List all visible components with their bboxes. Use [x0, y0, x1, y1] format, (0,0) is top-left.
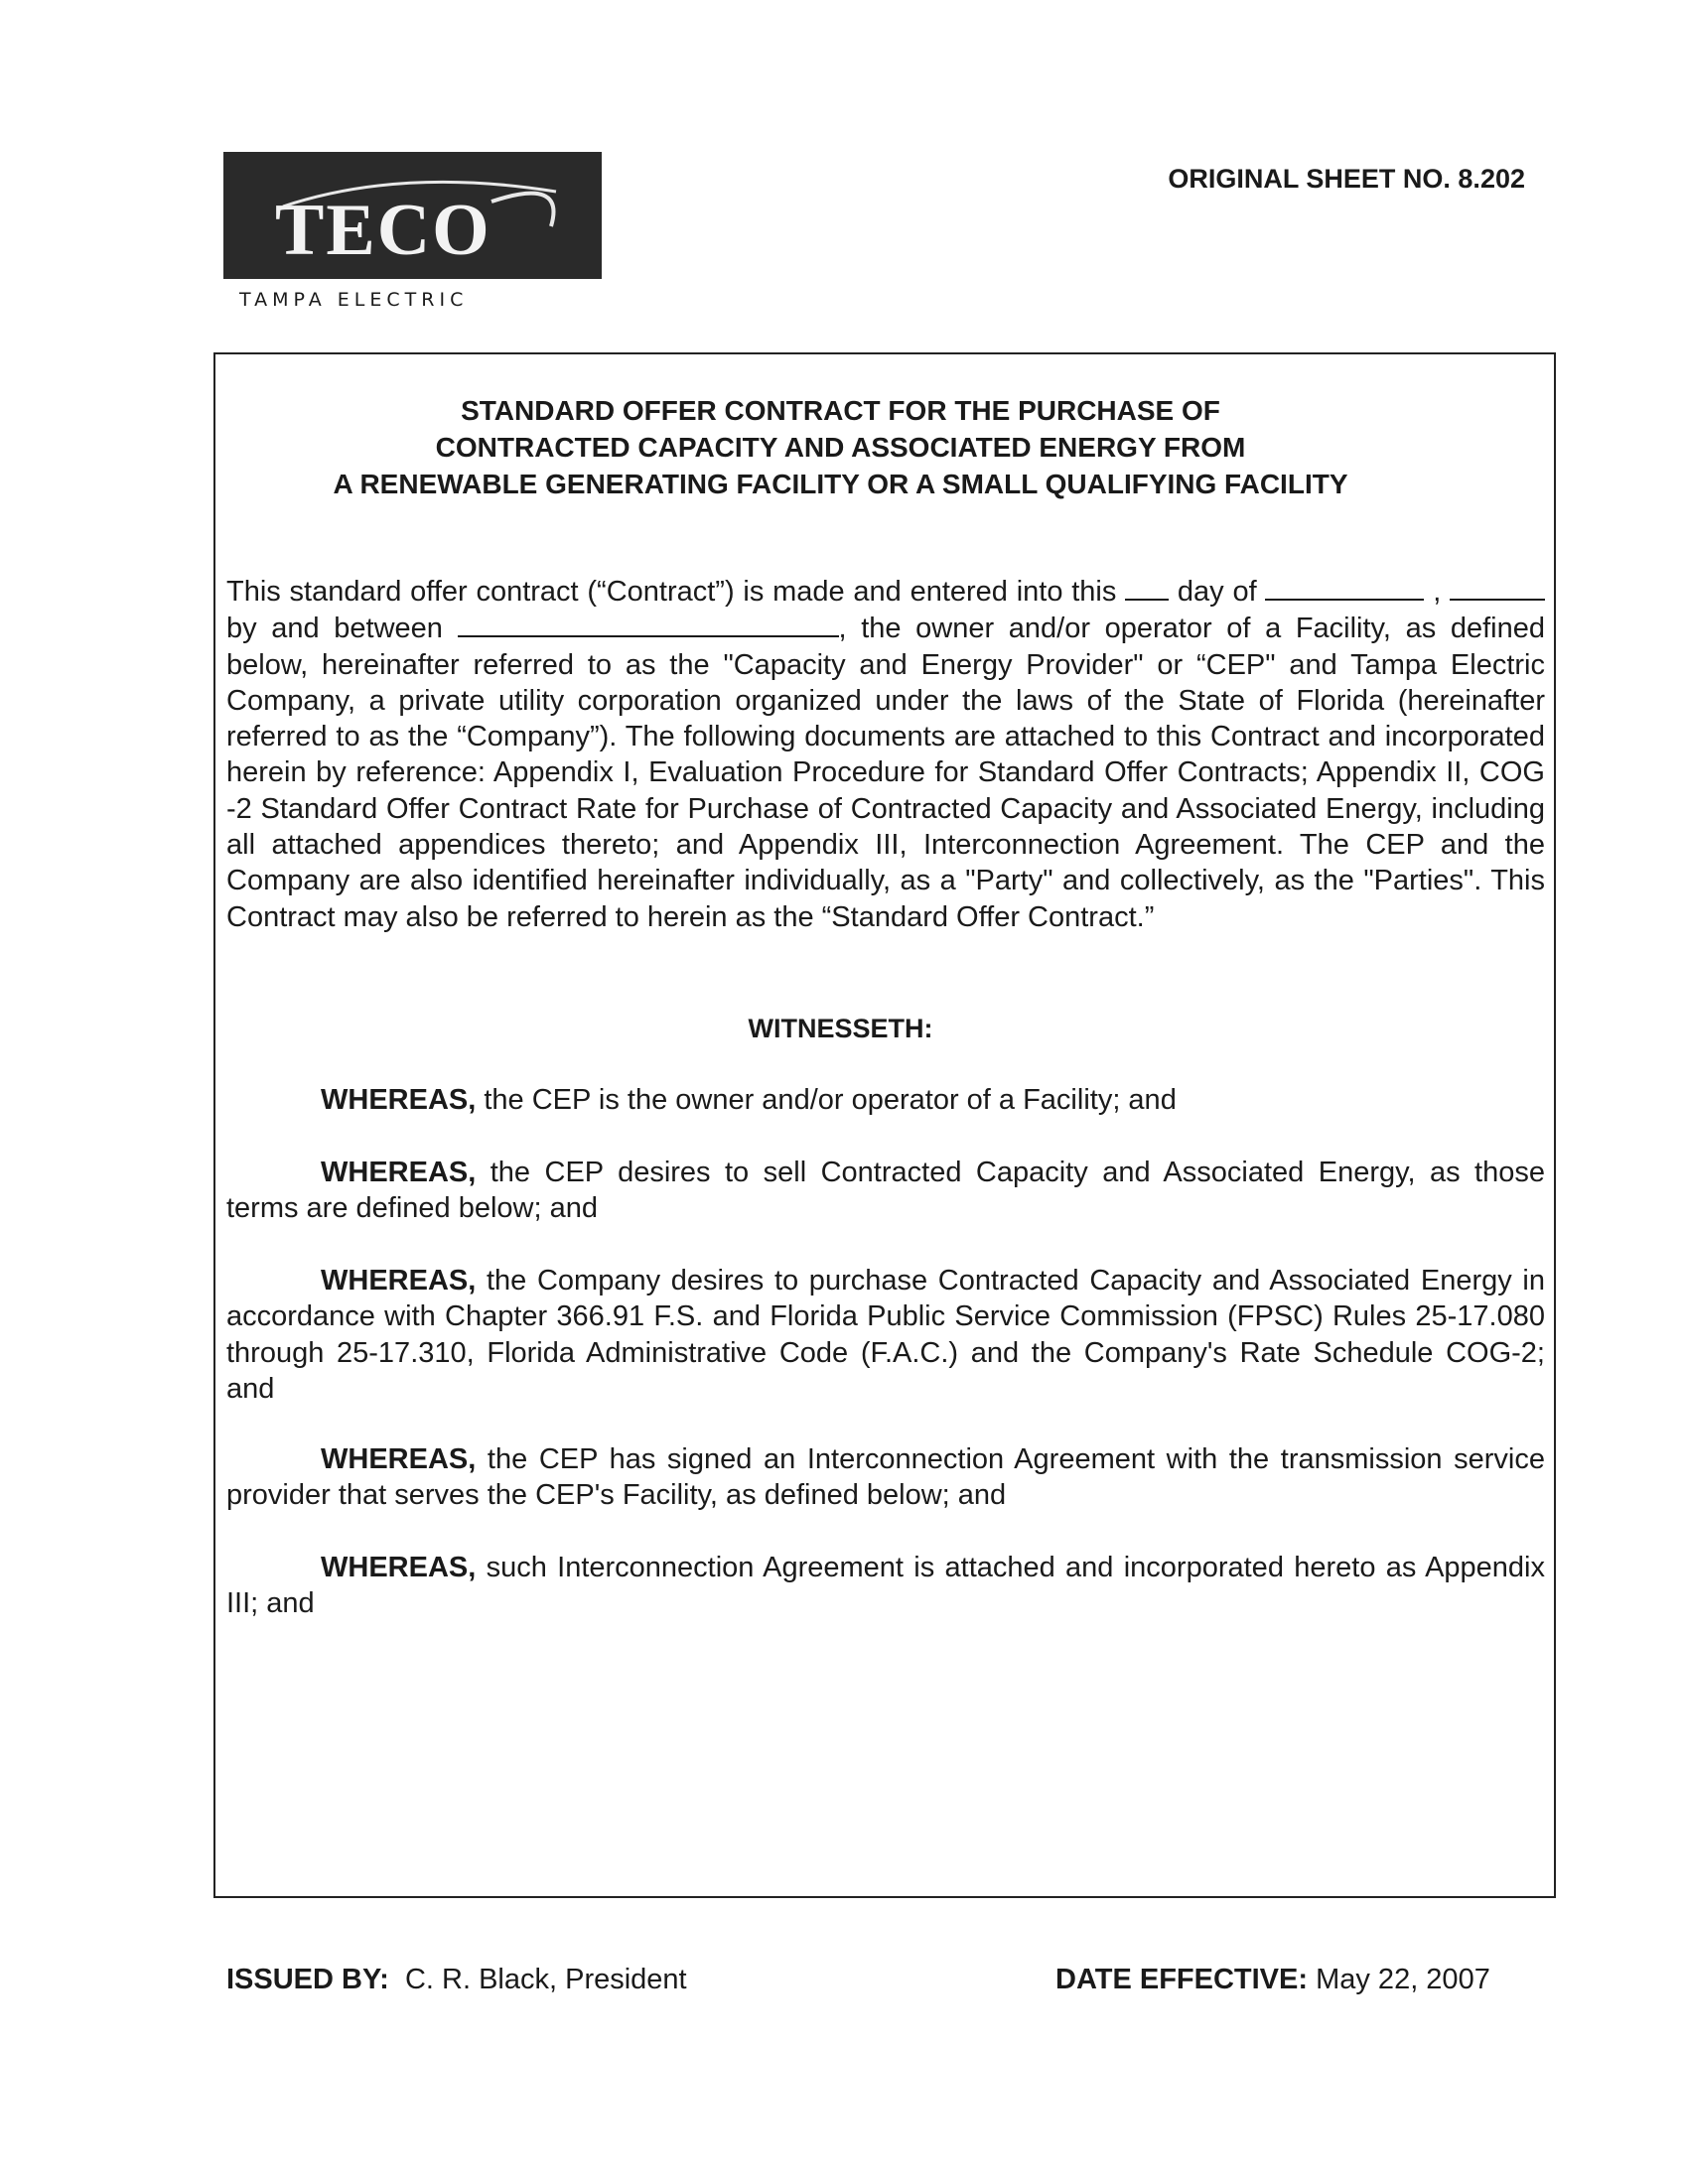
intro-text-4: by and between: [226, 613, 443, 645]
title-line-3: A RENEWABLE GENERATING FACILITY OR A SMALL QUALIFYING FACILITY: [333, 469, 1348, 499]
logo-subtitle: TAMPA ELECTRIC: [239, 289, 469, 311]
issued-by-value: C. R. Black, President: [404, 1964, 687, 1995]
whereas-text: the CEP desires to sell Contracted Capacity and Associated Energy, as those terms are defined below; and: [226, 1157, 1545, 1225]
whereas-text: such Interconnection Agreement is attached and incorporated hereto as Appendix III; and: [226, 1552, 1545, 1620]
whereas-label: WHEREAS,: [321, 1157, 477, 1188]
intro-text-1: This standard offer contract (“Contract”) is made and entered into this: [226, 576, 1117, 608]
intro-text-2: day of: [1177, 576, 1257, 608]
logo-wordmark: TECO: [275, 190, 491, 271]
year-blank[interactable]: [1450, 573, 1545, 601]
title-line-1: STANDARD OFFER CONTRACT FOR THE PURCHASE OF: [461, 395, 1220, 426]
issued-by: [226, 1963, 687, 1996]
sheet-number: ORIGINAL SHEET NO. 8.202: [1168, 164, 1525, 194]
whereas-clause-1: [226, 1082, 1545, 1118]
whereas-text: the CEP is the owner and/or operator of a Facility; and: [484, 1084, 1177, 1116]
whereas-text: the Company desires to purchase Contracted Capacity and Associated Energy in accordance with Chapter 366.91 F.S. and Florida Public Service Commission (FPSC) Rules 25-17.080 through 25-17.310, Florida Administrative Code (F.A.C.) and the Company's Rate Schedule COG-2; and: [226, 1265, 1545, 1405]
whereas-clause-2: [226, 1155, 1545, 1227]
issued-by-label: ISSUED BY:: [226, 1964, 389, 1995]
intro-text-5: , the owner and/or operator of a Facility, as defined below, hereinafter referred to as the "Capacity and Energy Provider" or “CEP" and Tampa Electric Company, a private utility corporation organized under the laws of the State of Florida (hereinafter referred to as the “Company”). The following documents are attached to this Contract and incorporated herein by reference: Appendix I, Evaluation Procedure for Standard Offer Contracts; Appendix II, COG -2 Standard Offer Contract Rate for Purchase of Contracted Capacity and Associated Energy, including all attached appendices thereto; and Appendix III, Interconnection Agreement. The CEP and the Company are also identified hereinafter individually, as a "Party" and collectively, as the "Parties". This Contract may also be referred to herein as the “Standard Offer Contract.”: [226, 613, 1545, 933]
whereas-label: WHEREAS,: [321, 1084, 477, 1116]
whereas-clause-4: [226, 1441, 1545, 1514]
date-effective-label: DATE EFFECTIVE:: [1055, 1964, 1309, 1995]
title-line-2: CONTRACTED CAPACITY AND ASSOCIATED ENERGY FROM: [435, 432, 1246, 463]
month-blank[interactable]: [1265, 573, 1424, 601]
day-blank[interactable]: [1125, 573, 1169, 601]
teco-logo: [223, 152, 602, 279]
whereas-clause-5: [226, 1550, 1545, 1622]
intro-text-3: ,: [1433, 576, 1442, 608]
date-effective-value: May 22, 2007: [1316, 1964, 1490, 1995]
whereas-label: WHEREAS,: [321, 1552, 477, 1583]
contract-title: [0, 392, 1681, 502]
whereas-label: WHEREAS,: [321, 1265, 477, 1297]
date-effective: [1055, 1963, 1490, 1996]
whereas-clause-3: [226, 1263, 1545, 1407]
intro-paragraph: [226, 573, 1545, 935]
cep-name-blank[interactable]: [458, 610, 839, 637]
whereas-text: the CEP has signed an Interconnection Agreement with the transmission service provider that serves the CEP's Facility, as defined below; and: [226, 1443, 1546, 1512]
witnesseth-heading: WITNESSETH:: [748, 1014, 933, 1043]
whereas-label: WHEREAS,: [321, 1443, 477, 1475]
